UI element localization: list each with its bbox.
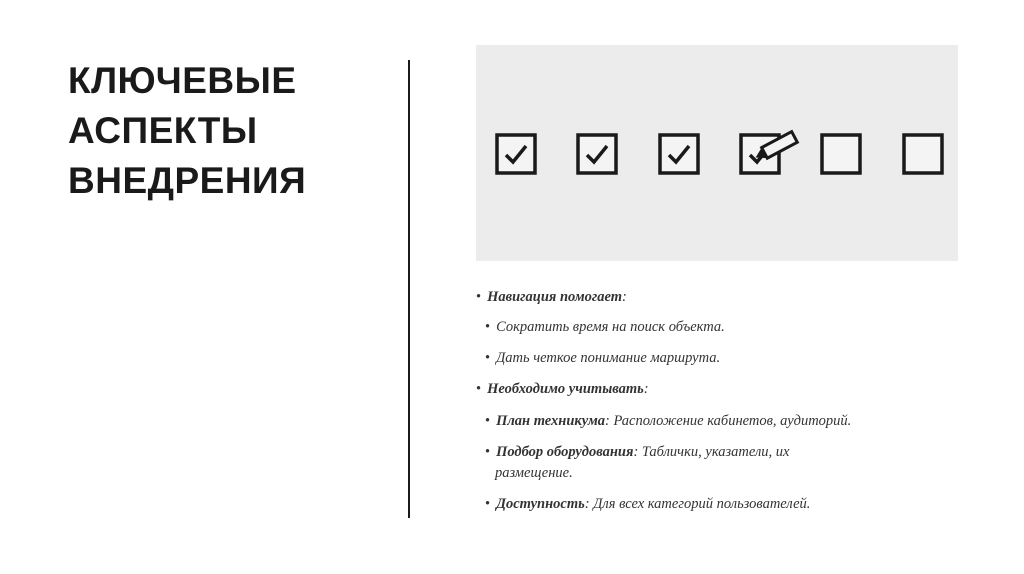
checked-box-icon [578,135,616,173]
checklist-image [476,45,958,261]
bullet-subitem: • Дать четкое понимание маршрута. [485,350,721,366]
checkbox-checklist-icon [476,45,958,261]
bullet-text: размещение. [495,465,573,481]
checked-box-icon [660,135,698,173]
title-line-1: КЛЮЧЕВЫЕ [68,60,297,101]
empty-box-icon [904,135,942,173]
bullet-item: • Навигация помогает: [476,289,627,305]
bullet-subitem: • Сократить время на поиск объекта. [485,319,725,335]
slide-title [68,56,388,206]
bullet-subitem-continuation [495,465,573,482]
checked-box-icon [497,135,535,173]
bullet-text: : Для всех категорий пользователей. [584,496,811,512]
title-line-2: АСПЕКТЫ [68,110,258,151]
bullet-subitem: • План техникума: Расположение кабинетов, аудиторий. [485,413,852,429]
bullet-text: Дать четкое понимание маршрута. [496,350,721,366]
bullet-text: : Таблички, указатели, их [633,444,790,460]
bullet-bold: Навигация помогает [487,289,623,305]
bullet-bold: Доступность [496,496,585,512]
bullet-subitem: • Подбор оборудования: Таблички, указатели, их [485,444,790,460]
bullet-text: : [622,289,627,305]
bullet-text: Сократить время на поиск объекта. [496,319,725,335]
bullet-subitem: • Доступность: Для всех категорий пользователей. [485,496,811,512]
title-line-3: ВНЕДРЕНИЯ [68,160,307,201]
bullet-item: • Необходимо учитывать: [476,381,649,397]
checked-box-with-pencil-icon [741,132,797,173]
bullet-text: : Расположение кабинетов, аудиторий. [605,413,852,429]
empty-box-icon [822,135,860,173]
vertical-divider [408,60,410,518]
bullet-bold: Необходимо учитывать [487,381,644,397]
bullet-text: : [643,381,649,397]
bullet-bold: План техникума [496,413,606,429]
bullet-bold: Подбор оборудования [496,444,634,460]
